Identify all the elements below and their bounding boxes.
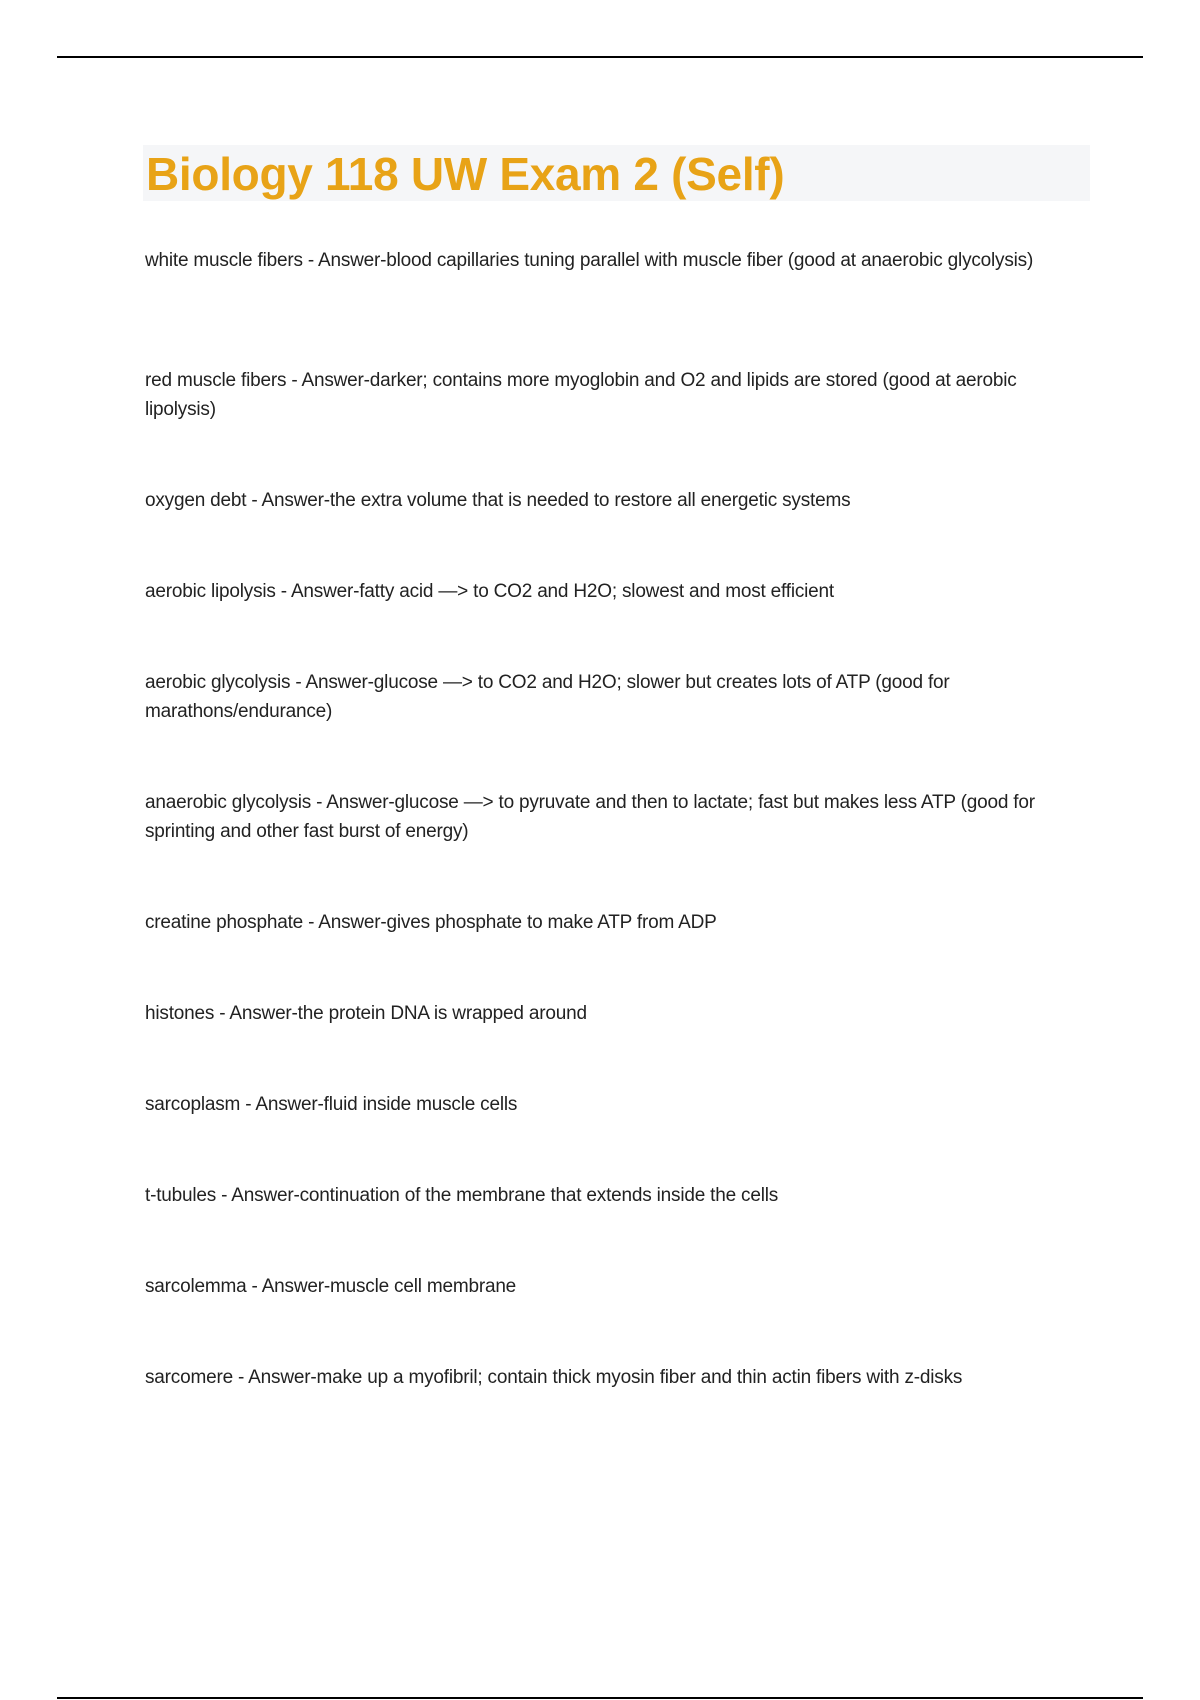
document-title: Biology 118 UW Exam 2 (Self) — [146, 148, 785, 200]
flashcard-entry: aerobic lipolysis - Answer-fatty acid —> to CO2 and H2O; slowest and most efficient — [145, 581, 834, 602]
flashcard-entry: histones - Answer-the protein DNA is wrapped around — [145, 1003, 587, 1024]
flashcard-entry: sarcolemma - Answer-muscle cell membrane — [145, 1276, 517, 1297]
flashcard-entry: sarcomere - Answer-make up a myofibril; contain thick myosin fiber and thin actin fibers with z-disks — [145, 1367, 963, 1388]
flashcard-entry: t-tubules - Answer-continuation of the membrane that extends inside the cells — [145, 1185, 779, 1206]
flashcard-entry: sarcoplasm - Answer-fluid inside muscle cells — [145, 1094, 518, 1115]
flashcard-entry: white muscle fibers - Answer-blood capillaries tuning parallel with muscle fiber (good at anaerobic glycolysis) — [145, 250, 1034, 271]
flashcard-entry: creatine phosphate - Answer-gives phosphate to make ATP from ADP — [145, 912, 717, 933]
flashcard-entry: anaerobic glycolysis - Answer-glucose —> to pyruvate and then to lactate; fast but makes less ATP (good for sprinting and other fast burst of energy) — [145, 792, 1035, 842]
flashcard-list — [145, 246, 1090, 1454]
bottom-rule — [57, 1697, 1143, 1699]
flashcard-entry: oxygen debt - Answer-the extra volume that is needed to restore all energetic systems — [145, 490, 851, 511]
flashcard-entry: aerobic glycolysis - Answer-glucose —> to CO2 and H2O; slower but creates lots of ATP (good for marathons/endurance) — [145, 672, 950, 722]
top-rule — [57, 56, 1143, 58]
flashcard-entry: red muscle fibers - Answer-darker; contains more myoglobin and O2 and lipids are stored (good at aerobic lipolysis) — [145, 370, 1017, 420]
